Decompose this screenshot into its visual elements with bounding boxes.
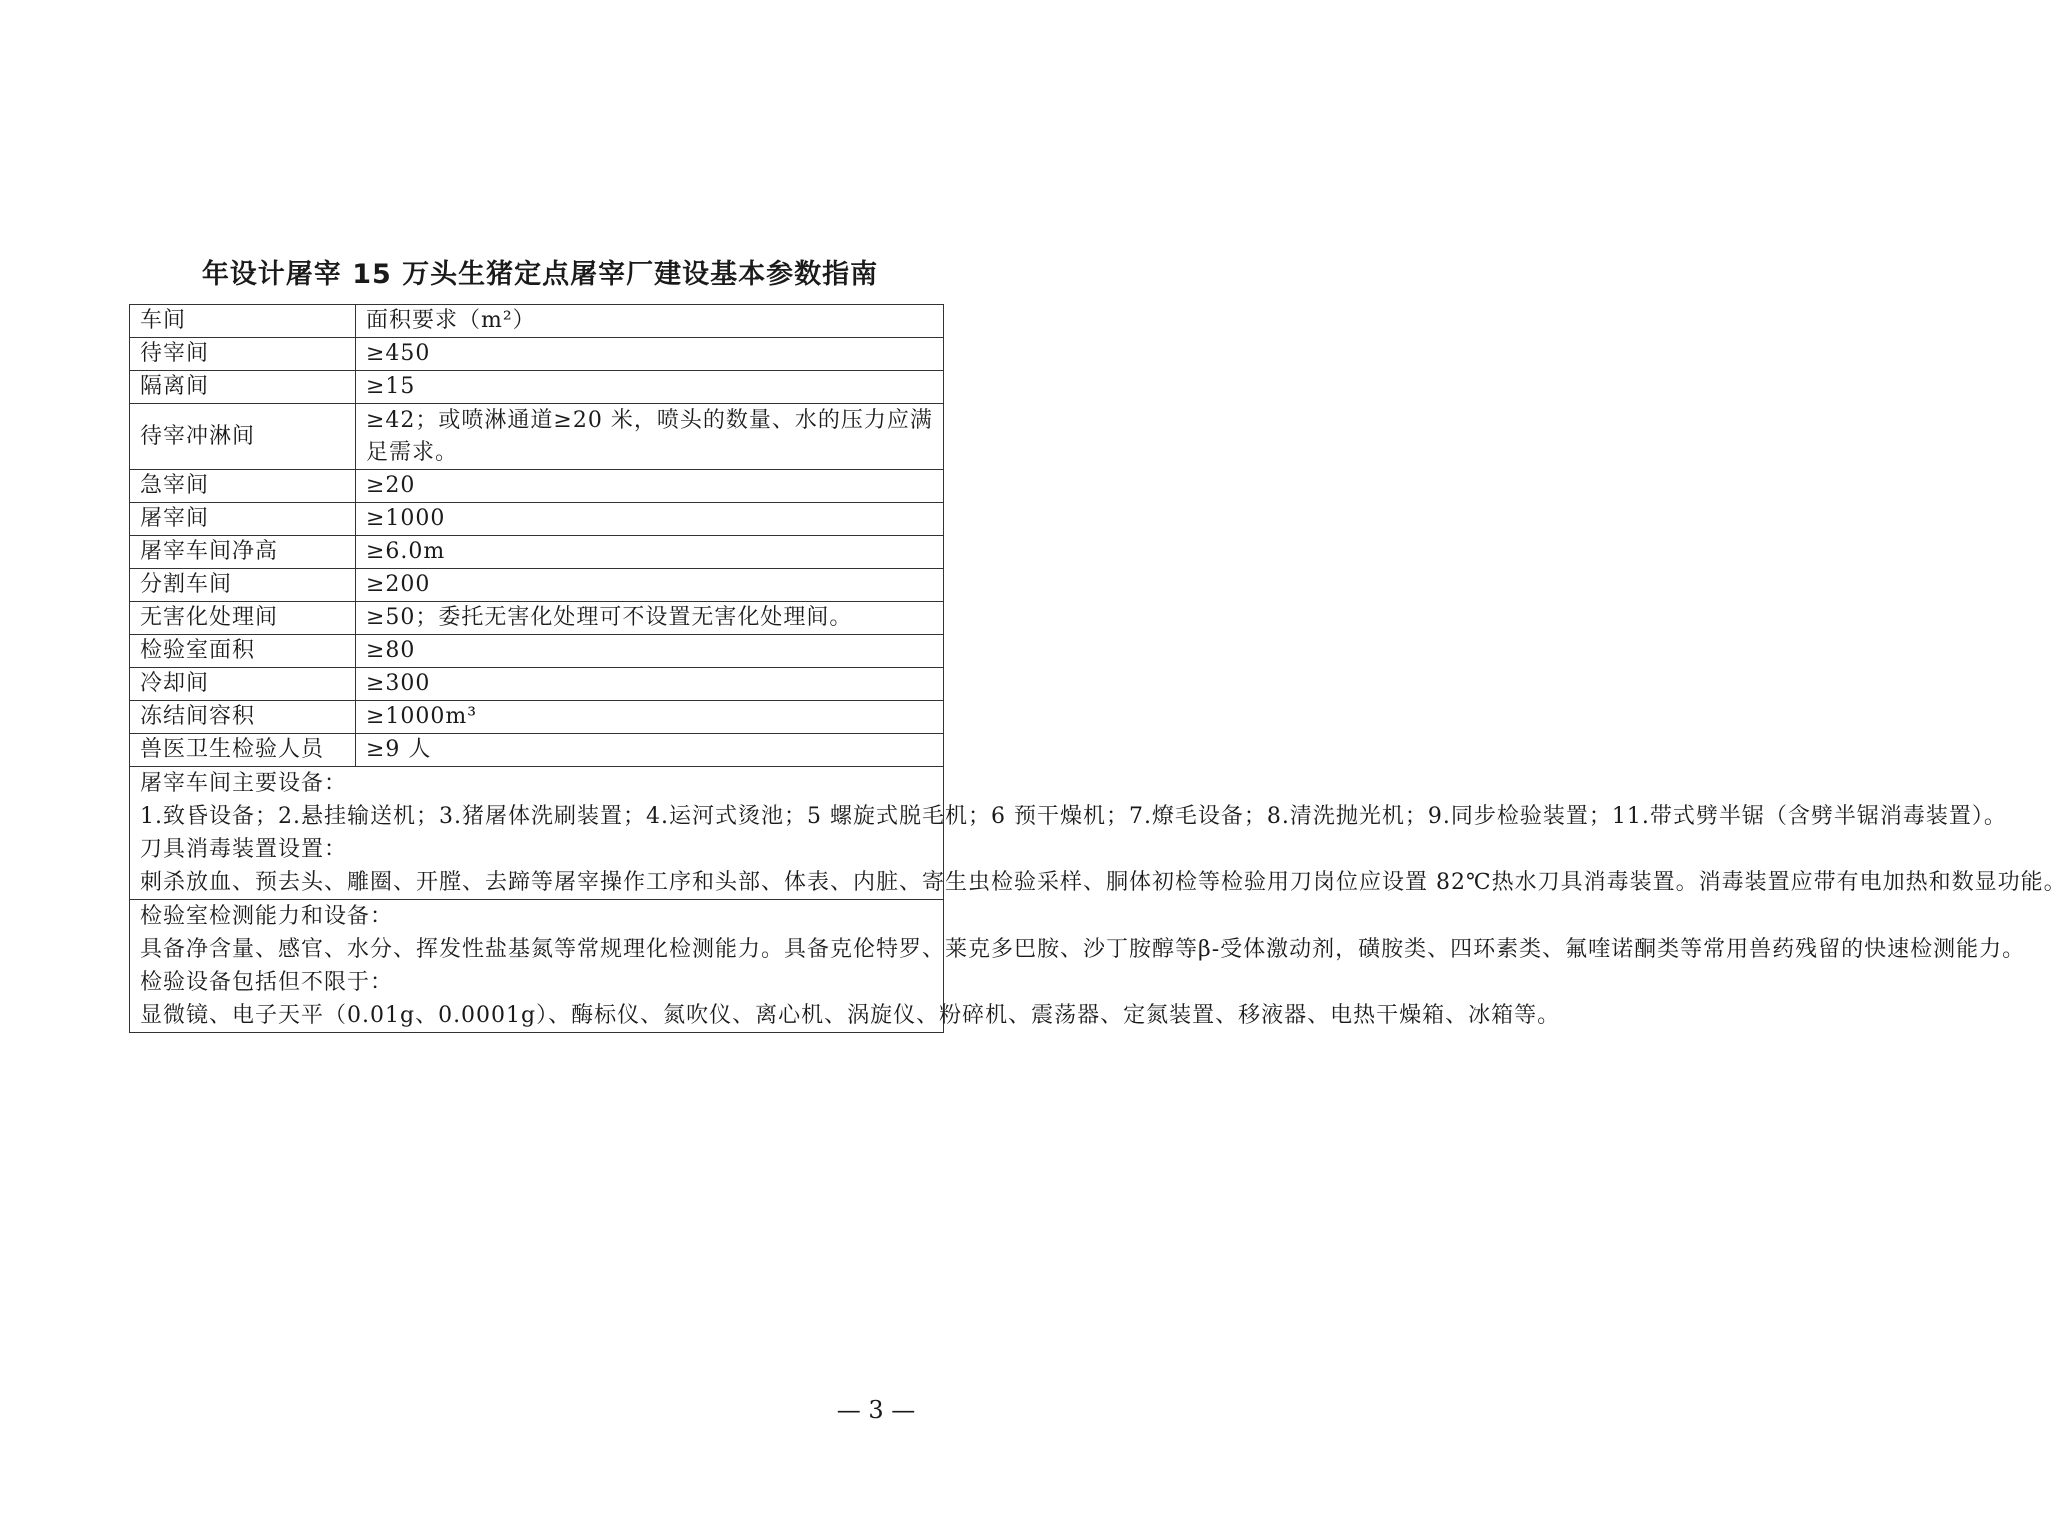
row-value: ≥6.0m (356, 536, 944, 569)
row-label: 冻结间容积 (130, 701, 356, 734)
table-row (130, 470, 944, 503)
row-label: 无害化处理间 (130, 602, 356, 635)
lab-equipment-heading: 检验设备包括但不限于： (140, 970, 394, 995)
row-value: ≥1000 (356, 503, 944, 536)
row-value: ≥80 (356, 635, 944, 668)
table-header-row (130, 305, 944, 338)
table-row (130, 503, 944, 536)
table-row (130, 569, 944, 602)
equipment-heading: 屠宰车间主要设备： (140, 771, 348, 796)
table-row (130, 371, 944, 404)
row-value: ≥42；或喷淋通道≥20 米，喷头的数量、水的压力应满足需求。 (356, 404, 944, 470)
row-label: 屠宰车间净高 (130, 536, 356, 569)
row-label: 冷却间 (130, 668, 356, 701)
table-row (130, 602, 944, 635)
row-label: 急宰间 (130, 470, 356, 503)
table-row (130, 536, 944, 569)
header-workshop: 车间 (130, 305, 356, 338)
lab-capability-heading: 检验室检测能力和设备： (140, 904, 394, 929)
equipment-block (130, 767, 2067, 900)
lab-capability-text: 具备净含量、感官、水分、挥发性盐基氮等常规理化检测能力。具备克伦特罗、莱克多巴胺、沙丁胺醇等β-受体激动剂，磺胺类、四环素类、氟喹诺酮类等常用兽药残留的快速检测能力。 (140, 937, 2026, 962)
lab-row (130, 900, 944, 1033)
table-row (130, 701, 944, 734)
row-label: 检验室面积 (130, 635, 356, 668)
row-value: ≥9 人 (356, 734, 944, 767)
row-value: ≥200 (356, 569, 944, 602)
table-row (130, 635, 944, 668)
equipment-list: 1.致昏设备；2.悬挂输送机；3.猪屠体洗刷装置；4.运河式烫池；5 螺旋式脱毛机；6 预干燥机；7.燎毛设备；8.清洗抛光机；9.同步检验装置；11.带式劈半锯（含劈半锯消毒装置）。 (140, 804, 2007, 829)
parameters-table (129, 304, 2067, 1033)
row-value: ≥20 (356, 470, 944, 503)
row-value: ≥450 (356, 338, 944, 371)
lab-equipment-text: 显微镜、电子天平（0.01g、0.0001g）、酶标仪、氮吹仪、离心机、涡旋仪、粉碎机、震荡器、定氮装置、移液器、电热干燥箱、冰箱等。 (140, 1003, 1561, 1028)
knife-disinfection-heading: 刀具消毒装置设置： (140, 837, 348, 862)
row-value: ≥300 (356, 668, 944, 701)
table-row (130, 734, 944, 767)
row-value: ≥1000m³ (356, 701, 944, 734)
page-number: — 3 — (836, 1396, 916, 1424)
row-label: 待宰间 (130, 338, 356, 371)
page-title: 年设计屠宰 15 万头生猪定点屠宰厂建设基本参数指南 (201, 259, 879, 290)
row-value: ≥15 (356, 371, 944, 404)
lab-block (130, 900, 2026, 1033)
row-label: 屠宰间 (130, 503, 356, 536)
header-area-requirement: 面积要求（m²） (356, 305, 944, 338)
row-label: 分割车间 (130, 569, 356, 602)
table-row (130, 404, 944, 470)
row-label: 待宰冲淋间 (130, 404, 356, 470)
knife-disinfection-text: 刺杀放血、预去头、雕圈、开膛、去蹄等屠宰操作工序和头部、体表、内脏、寄生虫检验采样、胴体初检等检验用刀岗位应设置 82℃热水刀具消毒装置。消毒装置应带有电加热和数显功能。 (140, 870, 2067, 895)
table-row (130, 338, 944, 371)
row-label: 兽医卫生检验人员 (130, 734, 356, 767)
row-label: 隔离间 (130, 371, 356, 404)
row-value: ≥50；委托无害化处理可不设置无害化处理间。 (356, 602, 944, 635)
table-row (130, 668, 944, 701)
equipment-row (130, 767, 944, 900)
